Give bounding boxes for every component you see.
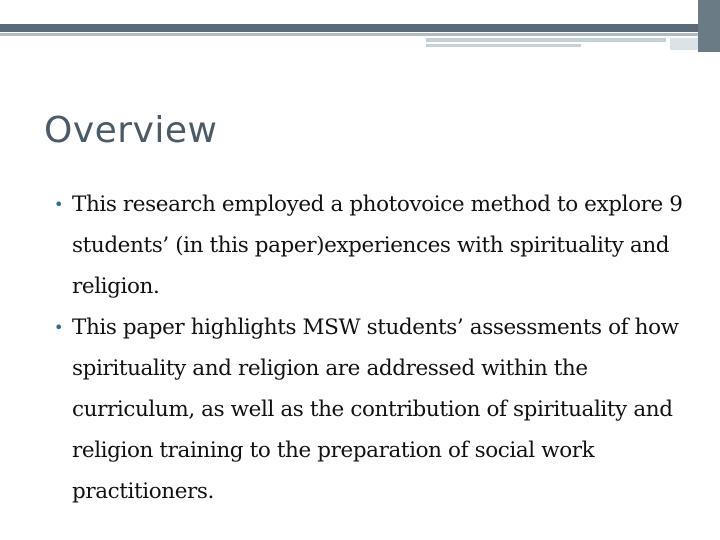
bullet-item [54, 184, 694, 307]
header-bar [0, 24, 698, 32]
header-accent-line-shorter [426, 44, 581, 47]
header-accent-line [0, 33, 698, 36]
bullet-text: This paper highlights MSW students’ assessments of how spirituality and religion are addressed within the curriculum, as well as the contribution of spirituality and religion training to the preparation of social work practitioners. [72, 315, 679, 504]
bullet-text: This research employed a photovoice method to explore 9 students’ (in this paper)experiences with spirituality and religion. [72, 192, 683, 299]
header-bar-corner [698, 0, 720, 52]
bullet-list [54, 184, 694, 512]
header-accent-line-short [426, 38, 666, 42]
slide-title: Overview [44, 110, 218, 151]
bullet-dot-icon: • [54, 195, 64, 214]
bullet-item [54, 307, 694, 512]
header-strip [0, 0, 720, 24]
header-accent-block [670, 38, 698, 50]
bullet-dot-icon: • [54, 318, 64, 337]
